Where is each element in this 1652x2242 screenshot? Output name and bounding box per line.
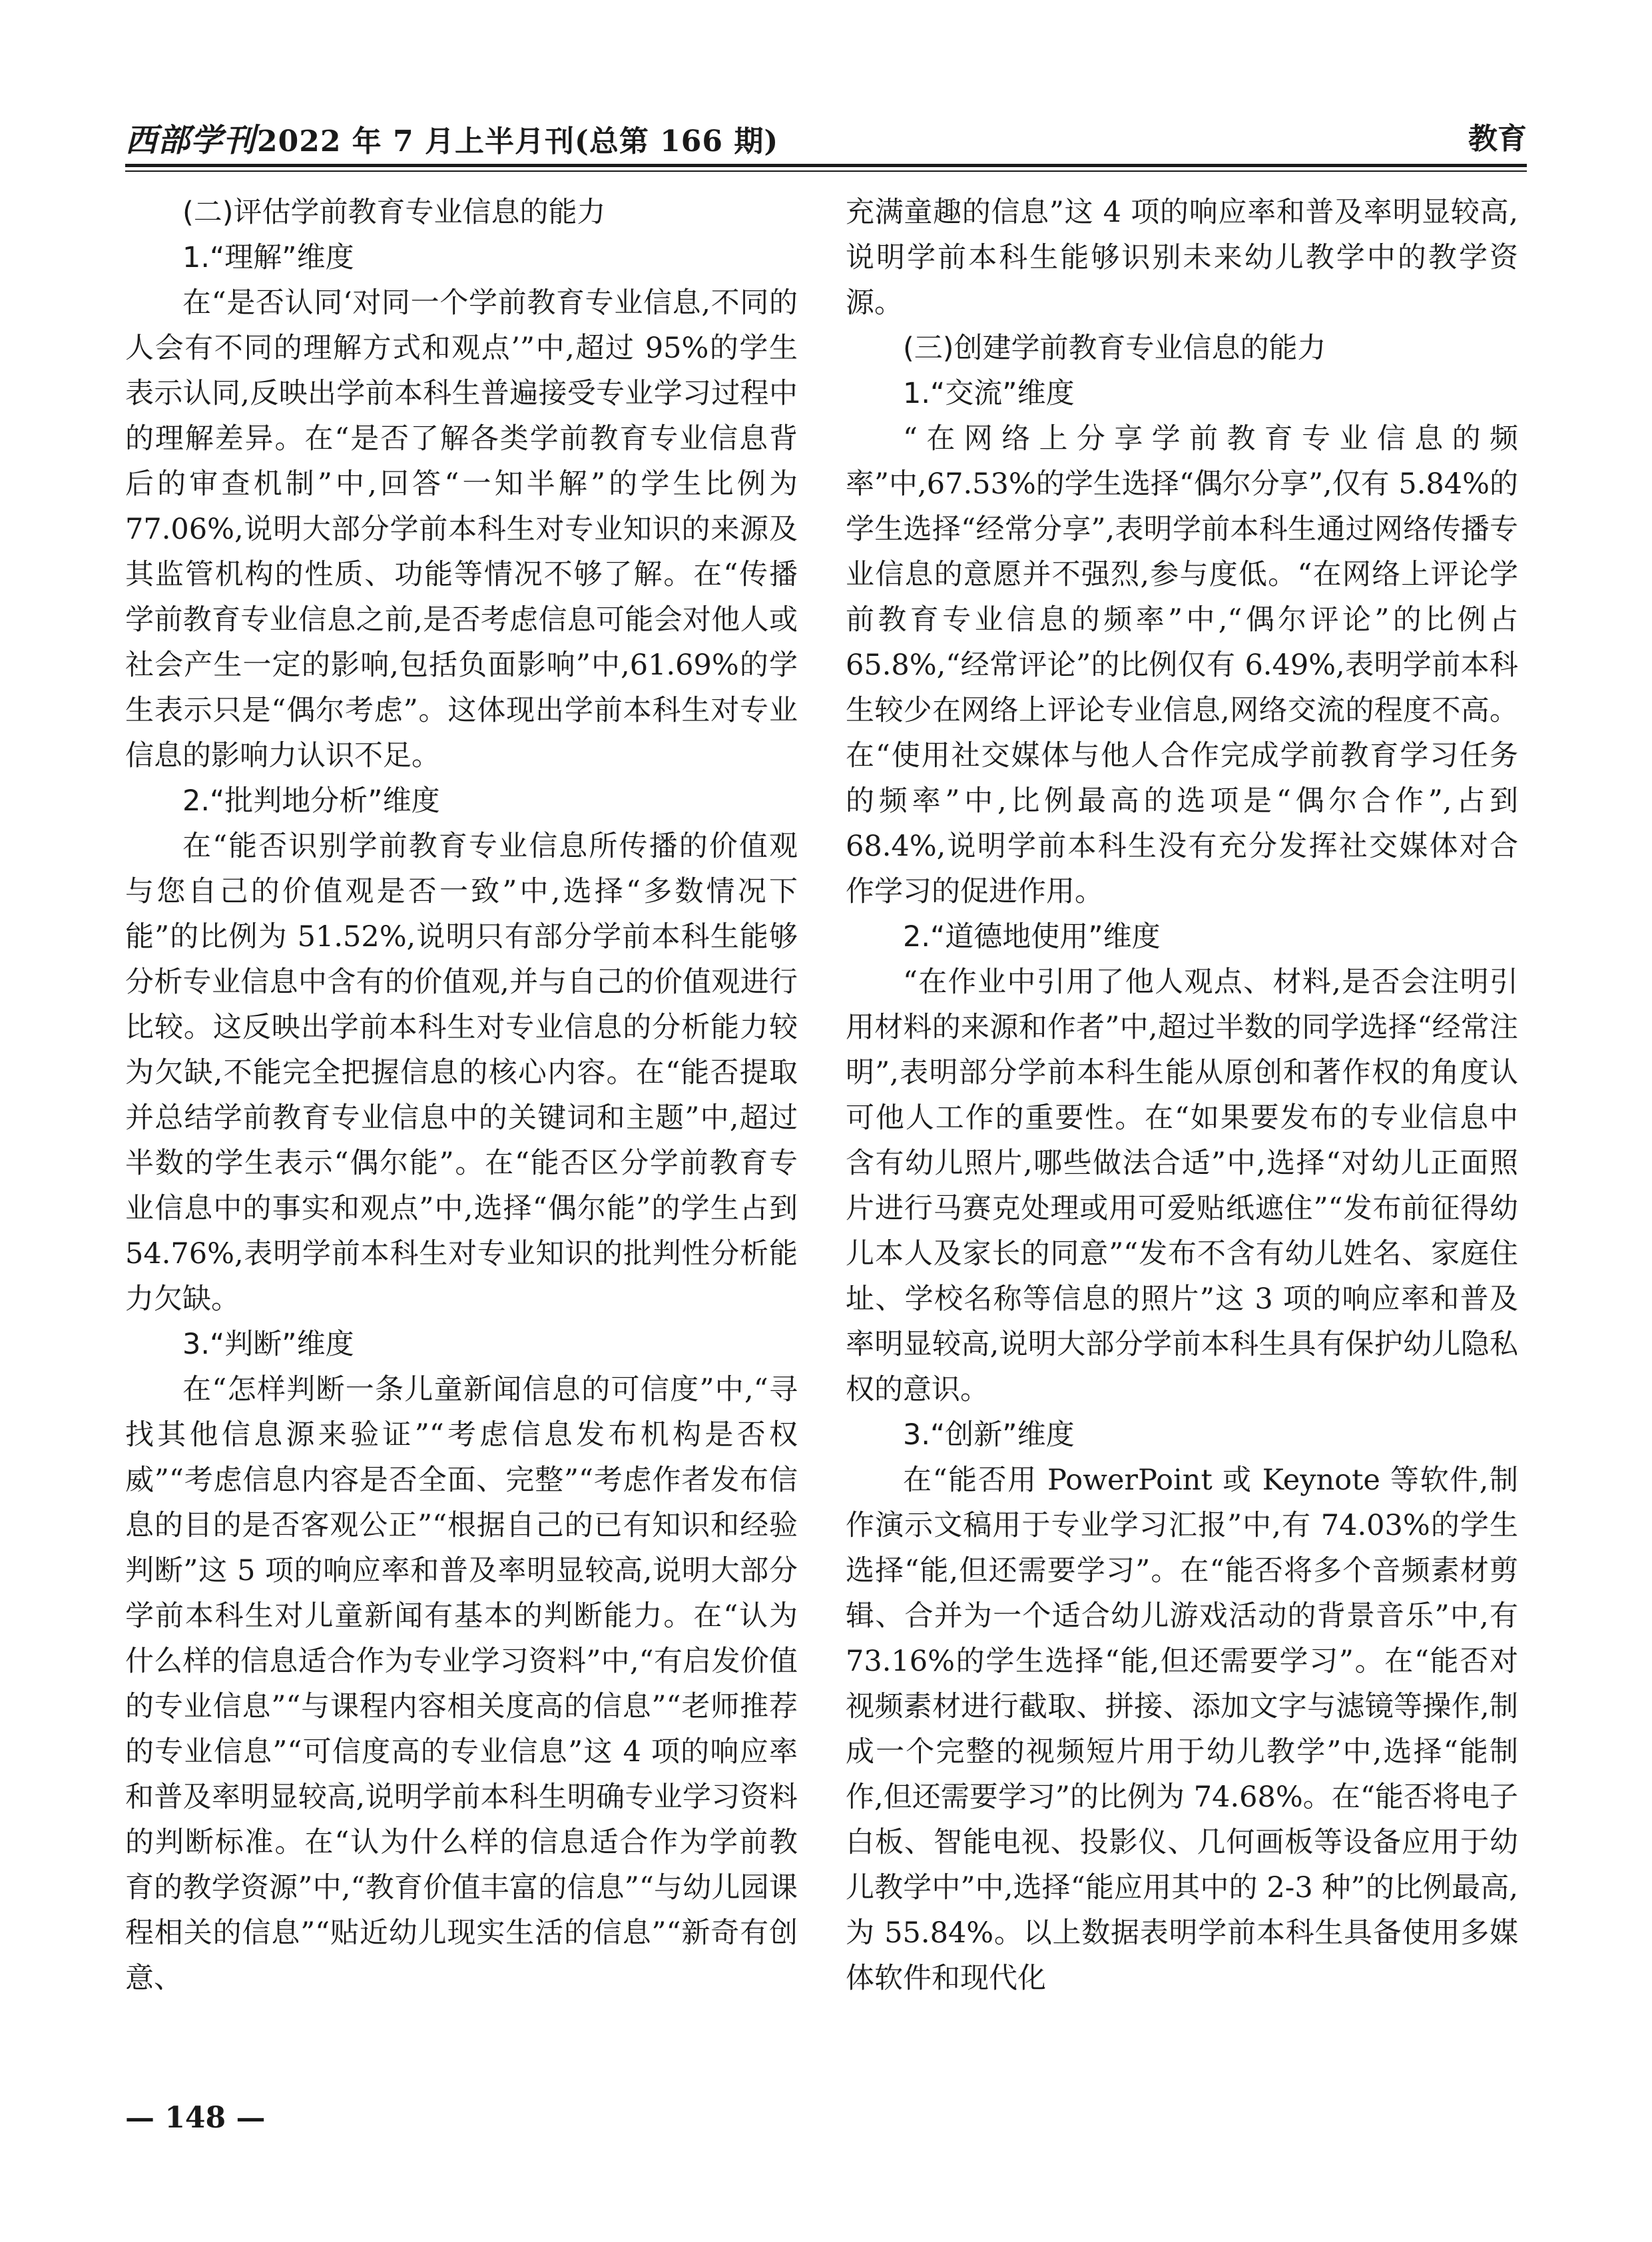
- section-heading: 3.“创新”维度: [903, 1418, 1075, 1452]
- section-heading: 1.“交流”维度: [903, 377, 1075, 410]
- journal-issue: [125, 115, 778, 160]
- section-heading: 2.“道德地使用”维度: [903, 920, 1161, 954]
- page-number: — 148 —: [125, 2101, 266, 2135]
- section-heading: (二)评估学前教育专业信息的能力: [182, 196, 606, 229]
- body-paragraph: 在“怎样判断一条儿童新闻信息的可信度”中,“寻找其他信息源来验证”“考虑信息发布机构是否权威”“考虑信息内容是否全面、完整”“考虑作者发布信息的目的是否客观公正”“根据自己的已有知识和经验判断”这 5 项的响应率和普及率明显较高,说明大部分学前本科生对儿童新闻有基本的判断能力。在“认为什么样的信息适合作为专业学习资料”中,“有启发价值的专业信息”“与课程内容相关度高的信息”“老师推荐的专业信息”“可信度高的专业信息”这 4 项的响应率和普及率明显较高,说明学前本科生明确专业学习资料的判断标准。在“认为什么样的信息适合作为学前教育的教学资源”中,“教育价值丰富的信息”“与幼儿园课程相关的信息”“贴近幼儿现实生活的信息”“新奇有创意、: [125, 1373, 798, 1995]
- body-paragraph: 充满童趣的信息”这 4 项的响应率和普及率明显较高,说明学前本科生能够识别未来幼儿教学中的教学资源。: [846, 196, 1518, 320]
- section-heading: 2.“批判地分析”维度: [182, 784, 440, 818]
- journal-logo: 西部学刊: [125, 122, 256, 159]
- section-label: 教育: [1468, 122, 1527, 156]
- section-heading: 3.“判断”维度: [182, 1328, 354, 1361]
- body-paragraph: 在“是否认同‘对同一个学前教育专业信息,不同的人会有不同的理解方式和观点’”中,超过 95%的学生表示认同,反映出学前本科生普遍接受专业学习过程中的理解差异。在“是否了解各类学前教育专业信息背后的审查机制”中,回答“一知半解”的学生比例为 77.06%,说明大部分学前本科生对专业知识的来源及其监管机构的性质、功能等情况不够了解。在“传播学前教育专业信息之前,是否考虑信息可能会对他人或社会产生一定的影响,包括负面影响”中,61.69%的学生表示只是“偶尔考虑”。这体现出学前本科生对专业信息的影响力认识不足。: [125, 286, 798, 772]
- body-paragraph: “在网络上分享学前教育专业信息的频率”中,67.53%的学生选择“偶尔分享”,仅有 5.84%的学生选择“经常分享”,表明学前本科生通过网络传播专业信息的意愿并不强烈,参与度低。“在网络上评论学前教育专业信息的频率”中,“偶尔评论”的比例占 65.8%,“经常评论”的比例仅有 6.49%,表明学前本科生较少在网络上评论专业信息,网络交流的程度不高。在“使用社交媒体与他人合作完成学前教育学习任务的频率”中,比例最高的选项是“偶尔合作”,占到 68.4%,说明学前本科生没有充分发挥社交媒体对合作学习的促进作用。: [846, 422, 1518, 908]
- section-heading: (三)创建学前教育专业信息的能力: [903, 332, 1326, 365]
- header-rule-thick: [125, 164, 1527, 167]
- header-rule-thin: [125, 170, 1527, 172]
- body-paragraph: 在“能否用 PowerPoint 或 Keynote 等软件,制作演示文稿用于专业学习汇报”中,有 74.03%的学生选择“能,但还需要学习”。在“能否将多个音频素材剪辑、合并为一个适合幼儿游戏活动的背景音乐”中,有 73.16%的学生选择“能,但还需要学习”。在“能否对视频素材进行截取、拼接、添加文字与滤镜等操作,制成一个完整的视频短片用于幼儿教学”中,选择“能制作,但还需要学习”的比例为 74.68%。在“能否将电子白板、智能电视、投影仪、几何画板等设备应用于幼儿教学中”中,选择“能应用其中的 2-3 种”的比例最高,为 55.84%。以上数据表明学前本科生具备使用多媒体软件和现代化: [846, 1464, 1518, 1995]
- section-heading: 1.“理解”维度: [182, 241, 354, 274]
- body-paragraph: “在作业中引用了他人观点、材料,是否会注明引用材料的来源和作者”中,超过半数的同学选择“经常注明”,表明部分学前本科生能从原创和著作权的角度认可他人工作的重要性。在“如果要发布的专业信息中含有幼儿照片,哪些做法合适”中,选择“对幼儿正面照片进行马赛克处理或用可爱贴纸遮住”“发布前征得幼儿本人及家长的同意”“发布不含有幼儿姓名、家庭住址、学校名称等信息的照片”这 3 项的响应率和普及率明显较高,说明大部分学前本科生具有保护幼儿隐私权的意识。: [846, 966, 1518, 1406]
- body-paragraph: 在“能否识别学前教育专业信息所传播的价值观与您自己的价值观是否一致”中,选择“多数情况下能”的比例为 51.52%,说明只有部分学前本科生能够分析专业信息中含有的价值观,并与自己的价值观进行比较。这反映出学前本科生对专业信息的分析能力较为欠缺,不能完全把握信息的核心内容。在“能否提取并总结学前教育专业信息中的关键词和主题”中,超过半数的学生表示“偶尔能”。在“能否区分学前教育专业信息中的事实和观点”中,选择“偶尔能”的学生占到 54.76%,表明学前本科生对专业知识的批判性分析能力欠缺。: [125, 830, 798, 1316]
- right-column: [846, 190, 1518, 2121]
- issue-label: 2022 年 7 月上半月刊(总第 166 期): [257, 125, 779, 158]
- page-header: [125, 112, 1527, 160]
- left-column: [125, 190, 798, 2121]
